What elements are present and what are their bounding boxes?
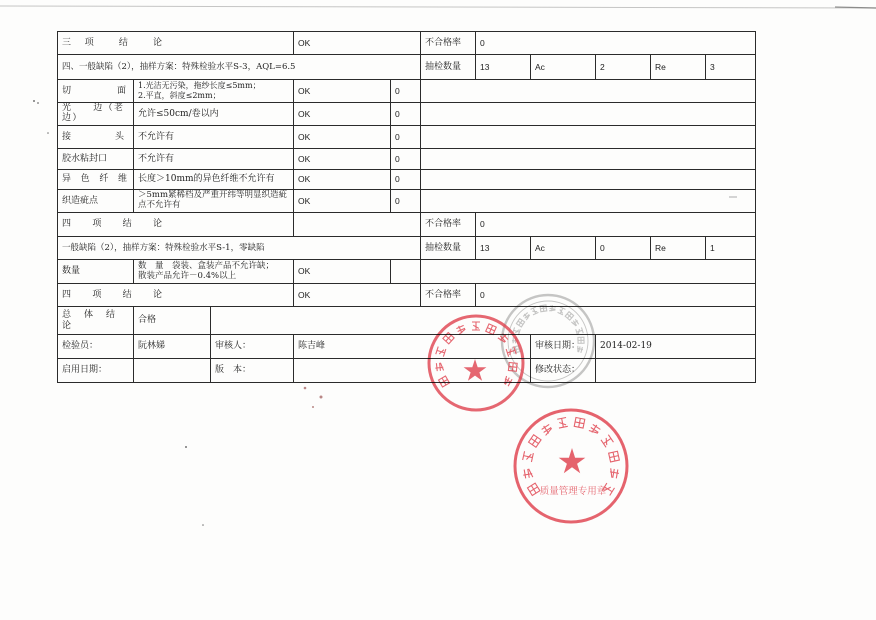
reject-rate-value: 0: [480, 219, 485, 230]
reject-rate-label-cell: [420, 31, 476, 55]
empty-cell: [293, 212, 421, 237]
requirement-line: 1.光洁无污染，拖纱长度≤5mm；: [138, 81, 261, 90]
seal-glyph-mark: [527, 483, 539, 495]
defect-item-requirement-cell: [133, 189, 294, 213]
overall-conclusion-value-cell: [133, 306, 211, 335]
quantity-result: OK: [298, 266, 311, 277]
seal-glyph-mark: [609, 468, 619, 478]
requirement-line: 不允许有: [138, 131, 175, 142]
reject-rate-label: 不合格率: [425, 219, 462, 230]
speck: [33, 100, 35, 102]
defect-item-name-cell: [57, 148, 134, 170]
ac-label: Ac: [535, 61, 545, 72]
seal-glyph-mark: [541, 423, 553, 435]
three-items-conclusion-label: 三 项 结 论: [62, 37, 162, 48]
reject-rate-label-cell: [420, 283, 476, 307]
reject-rate-value-cell: [475, 283, 756, 307]
revision-status-label: 修改状态：: [535, 365, 581, 376]
defect-item-name: 光 边（老: [62, 103, 125, 114]
seal-glyph-mark: [602, 483, 614, 495]
version-label-cell: [210, 358, 294, 383]
seal-bottom-text: 质量管理专用章: [539, 486, 607, 497]
defect-item-count-cell: [390, 125, 421, 149]
re-value: 3: [710, 61, 715, 72]
seal-glyph-mark: [557, 418, 568, 429]
reject-rate-label-cell: [420, 212, 476, 237]
defect-item-result-cell: [293, 189, 391, 213]
reviewer-label: 审核人：: [215, 341, 252, 352]
defect-item-requirement-cell: [133, 169, 294, 190]
revision-status-label-cell: [530, 358, 596, 383]
requirement-line: 数 量 袋装、盒装产品不允许缺；: [138, 260, 275, 271]
defect-item-name-cell: [57, 79, 134, 103]
sample-size: 13: [480, 61, 490, 72]
overall-conclusion-label: 总 体 结 论: [62, 309, 125, 331]
inspector-name: 阮林娣: [138, 341, 166, 352]
requirement-line: 不允许有: [138, 153, 175, 164]
reject-rate-value: 0: [480, 289, 485, 300]
reviewer-name-cell: [293, 334, 531, 359]
defect-item-result: OK: [298, 195, 311, 206]
defect-item-result-cell: [293, 148, 391, 170]
defect-item-count: 0: [395, 131, 400, 142]
empty-cell: [420, 189, 756, 213]
sample-size-cell: [475, 54, 531, 80]
defect-item-result: OK: [298, 85, 311, 96]
empty-cell: [420, 102, 756, 126]
overall-conclusion-label-cell: [57, 306, 134, 335]
empty-cell: [595, 358, 756, 383]
quantity-requirement-cell: [133, 259, 294, 284]
re-value: 1: [710, 242, 715, 253]
defect-item-result-cell: [293, 125, 391, 149]
speck: [312, 406, 314, 408]
requirement-line: 点不允许有: [138, 200, 181, 210]
quantity-result-cell: [293, 259, 391, 284]
defect-item-name-cell: [57, 125, 134, 149]
defect-item-result: OK: [298, 131, 311, 142]
defect-item-requirement-cell: [133, 102, 294, 126]
defect-item-result-cell: [293, 169, 391, 190]
re-label-cell: [650, 54, 706, 80]
seal-outer-ring: [515, 410, 627, 522]
four-items-conclusion-label: 四 项 结 论: [62, 289, 162, 300]
empty-cell: [390, 259, 421, 284]
seal-glyph-mark: [529, 435, 542, 448]
seal-glyph-mark: [523, 451, 534, 462]
speck: [47, 132, 49, 134]
defect-item-name: 接 头: [62, 131, 124, 142]
seal-glyph-mark: [574, 418, 585, 429]
sample-size: 13: [480, 242, 490, 253]
requirement-line: 允许≤50cm/卷以内: [138, 108, 219, 119]
defect-item-count: 0: [395, 174, 400, 185]
general-defects-s1-title-cell: [57, 236, 421, 260]
seal-glyph-mark: [601, 435, 614, 448]
defect-item-count: 0: [395, 108, 400, 119]
defect-item-count-cell: [390, 148, 421, 170]
defect-item-result: OK: [298, 153, 311, 164]
defect-item-name-cell: [57, 189, 134, 213]
review-date-cell: [595, 334, 756, 359]
overall-conclusion-value: 合格: [138, 315, 157, 326]
red-seal-quality: [515, 410, 627, 522]
defect-item-name: 织造疵点: [62, 195, 99, 206]
four-items-conclusion-label-cell: [57, 283, 294, 307]
ac-value-cell: [595, 236, 651, 260]
defect-item-name-cell: [57, 102, 134, 126]
defect-item-count: 0: [395, 153, 400, 164]
effective-date-label-cell: [57, 358, 134, 383]
four-items-result-cell: [293, 283, 421, 307]
defect-item-name-cell: [57, 169, 134, 190]
ac-value: 2: [600, 61, 605, 72]
requirement-line: 散装产品允许－0.4%以上: [138, 270, 237, 281]
re-label-cell: [650, 236, 706, 260]
defect-item-count-cell: [390, 102, 421, 126]
reviewer-name: 陈吉峰: [298, 341, 326, 352]
empty-cell: [420, 259, 756, 284]
defect-item-result: OK: [298, 108, 311, 119]
scan-edge-line: [0, 6, 876, 8]
four-items-conclusion-label-cell: [57, 212, 294, 237]
reject-rate-label: 不合格率: [425, 289, 462, 300]
empty-cell: [420, 148, 756, 170]
empty-cell: [210, 306, 756, 335]
general-defects-s1-title: 一般缺陷（2），抽样方案：特殊检验水平S-1，零缺陷: [62, 242, 265, 253]
sample-size-label: 抽检数量: [425, 242, 462, 253]
review-date: 2014-02-19: [600, 341, 652, 352]
defect-item-result: OK: [298, 174, 311, 185]
defect-item-requirement-cell: [133, 148, 294, 170]
defect-item-count: 0: [395, 195, 400, 206]
review-date-label-cell: [530, 334, 596, 359]
speck: [37, 102, 39, 104]
general-defects-s3-title: 四、一般缺陷（2），抽样方案：特殊检验水平S-3，AQL=6.5: [62, 61, 296, 72]
star-icon: [559, 448, 586, 473]
sample-size-label: 抽检数量: [425, 61, 462, 72]
speck: [320, 396, 323, 399]
defect-item-result-cell: [293, 102, 391, 126]
inspector-label-cell: [57, 334, 134, 359]
defect-item-requirement-cell: [133, 79, 294, 103]
empty-cell: [420, 125, 756, 149]
defect-item-name: 边）: [62, 113, 83, 123]
inspector-label: 检验员：: [62, 341, 99, 352]
empty-cell: [133, 358, 211, 383]
inspector-name-cell: [133, 334, 211, 359]
reviewer-label-cell: [210, 334, 294, 359]
three-items-result-cell: [293, 31, 421, 55]
empty-cell: [293, 358, 531, 383]
defect-item-name: 切 面: [62, 85, 126, 96]
requirement-line: 2.平直，斜度≤2mm；: [138, 91, 221, 100]
three-items-result: OK: [298, 37, 311, 48]
reject-rate-value: 0: [480, 37, 485, 48]
sample-size-label-cell: [420, 236, 476, 260]
seal-glyph-mark: [609, 451, 620, 462]
re-value-cell: [705, 54, 756, 80]
sample-size-cell: [475, 236, 531, 260]
reject-rate-value-cell: [475, 31, 756, 55]
defect-item-name: 胶水粘封口: [62, 153, 108, 164]
defect-item-count-cell: [390, 169, 421, 190]
scan-edge-line: [835, 7, 876, 8]
three-items-conclusion-label-cell: [57, 31, 294, 55]
four-items-conclusion-label: 四 项 结 论: [62, 219, 162, 230]
speck: [202, 524, 204, 526]
defect-item-count-cell: [390, 79, 421, 103]
seal-glyph-mark: [589, 423, 601, 435]
ac-label-cell: [530, 54, 596, 80]
defect-item-count: 0: [395, 85, 400, 96]
quantity-item-name-cell: [57, 259, 134, 284]
reject-rate-value-cell: [475, 212, 756, 237]
re-label: Re: [655, 61, 666, 72]
seal-glyph-mark: [522, 468, 532, 478]
speck: [304, 387, 307, 390]
defect-item-count-cell: [390, 189, 421, 213]
defect-item-result-cell: [293, 79, 391, 103]
sample-size-label-cell: [420, 54, 476, 80]
requirement-line: ＞5mm紧稀档及严重开纬等明显织造疵: [138, 190, 288, 201]
version-label: 版 本：: [215, 365, 252, 376]
empty-cell: [420, 79, 756, 103]
re-label: Re: [655, 242, 666, 253]
speck: [185, 446, 187, 448]
ac-value-cell: [595, 54, 651, 80]
general-defects-s3-title-cell: [57, 54, 421, 80]
quantity-item-name: 数量: [62, 266, 81, 277]
red-seal-quality-lettering: [522, 418, 619, 496]
requirement-line: 长度＞10mm的异色纤维不允许有: [138, 174, 275, 185]
ac-label: Ac: [535, 242, 545, 253]
review-date-label: 审核日期：: [535, 341, 581, 352]
ac-value: 0: [600, 242, 605, 253]
ac-label-cell: [530, 236, 596, 260]
reject-rate-label: 不合格率: [425, 37, 462, 48]
four-items-result: OK: [298, 289, 311, 300]
re-value-cell: [705, 236, 756, 260]
defect-item-name: 异 色 纤 维: [62, 174, 127, 185]
empty-cell: [420, 169, 756, 190]
defect-item-requirement-cell: [133, 125, 294, 149]
effective-date-label: 启用日期：: [62, 365, 108, 376]
